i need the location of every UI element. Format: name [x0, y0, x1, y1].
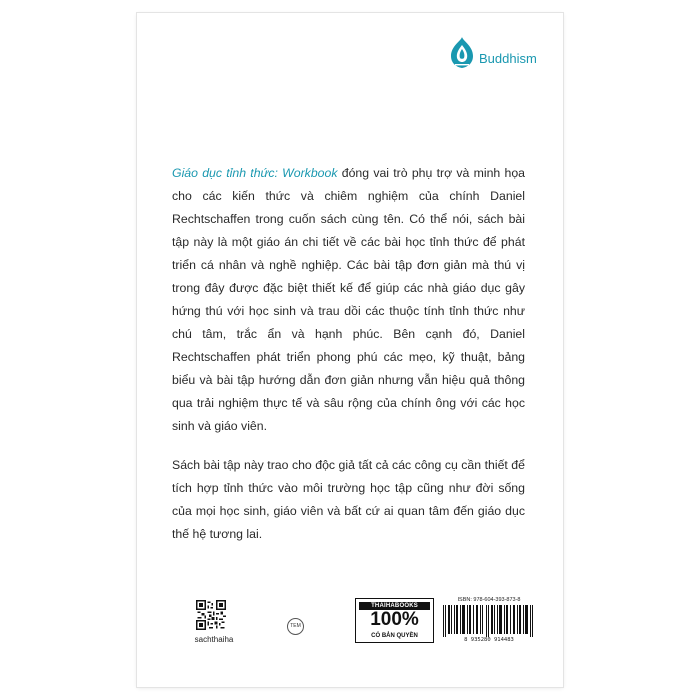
publisher-brand [448, 35, 537, 71]
book-back-cover [137, 13, 563, 687]
isbn-label: ISBN: 978-604-393-873-8 [457, 597, 521, 603]
ean-number: 8 935280 914483 [464, 637, 514, 643]
isbn-barcode-block [439, 597, 539, 645]
tem-stamp: TEM [287, 618, 304, 635]
copyright-badge [355, 598, 434, 643]
blurb-paragraph-1-text: đóng vai trò phụ trợ và minh họa cho các kiến thức và chiêm nghiệm của chính Daniel Rechtschaffen trong cuốn sách cùng tên. Có thể nói, sách bài tập này là một giáo án chi tiết về các bài học tỉnh thức để phát triển cá nhân và nghề nghiệp. Các bài tập đơn giản mà thú vị trong đây được đặc biệt thiết kế để giúp các nhà giáo dục gây hứng thú với học sinh và trau dồi các thuộc tính tỉnh thức như chú tâm, trắc ẩn và hạnh phúc. Bên cạnh đó, Daniel Rechtschaffen phát triển phong phú các mẹo, kỹ thuật, bảng biểu và bài tập hướng dẫn đơn giản nhưng vẫn hiệu quả thông qua trải nghiệm thực tế và sâu rộng của chính ông với các học sinh và giáo viên. [172, 166, 526, 433]
copyright-number: 100% [370, 609, 419, 630]
bodhi-leaf-icon [448, 36, 476, 70]
book-title-highlight: Giáo dục tỉnh thức: Workbook [172, 166, 338, 180]
copyright-subtitle: CÓ BẢN QUYỀN [371, 633, 418, 639]
blurb [172, 162, 525, 562]
copyright-brand: THAIHABOOKS [359, 602, 430, 610]
blurb-paragraph-2: Sách bài tập này trao cho độc giả tất cả các công cụ cần thiết để tích hợp tỉnh thức vào môi trường học tập cũng như đời sống của mọi học sinh, giáo viên và bất cứ ai quan tâm đến giáo dục thế hệ tương lai. [172, 458, 525, 541]
barcode [439, 605, 539, 637]
blurb-paragraph-1 [172, 162, 525, 438]
qr-code [196, 600, 226, 630]
qr-caption: sachthaiha [194, 635, 234, 644]
brand-name: Buddhism [479, 50, 537, 66]
